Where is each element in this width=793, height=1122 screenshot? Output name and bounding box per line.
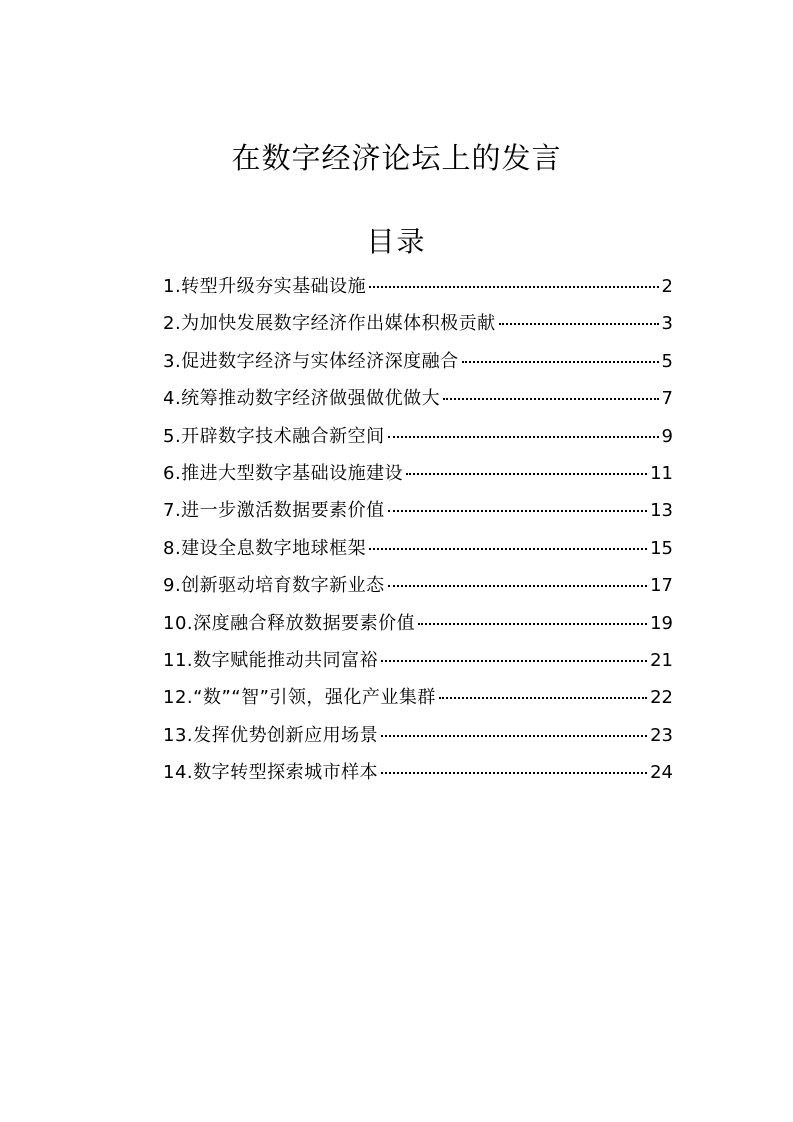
toc-dot-leader [418, 622, 647, 625]
toc-heading: 目录 [366, 225, 427, 258]
toc-entry-page: 19 [650, 612, 673, 634]
toc-entry-5[interactable] [163, 418, 673, 455]
toc-entry-7[interactable] [163, 492, 673, 529]
toc-entry-8[interactable] [163, 530, 673, 567]
toc-entry-page: 13 [650, 500, 673, 522]
toc-entry-label: 10.深度融合释放数据要素价值 [163, 612, 416, 634]
toc-entry-page: 11 [650, 462, 673, 484]
toc-entry-page: 5 [661, 350, 673, 372]
toc-entry-label: 14.数字转型探索城市样本 [163, 762, 379, 784]
toc-entry-label: 4.统筹推动数字经济做强做优做大 [163, 388, 441, 410]
toc-entry-label: 3.促进数字经济与实体经济深度融合 [163, 350, 459, 372]
toc-entry-page: 23 [650, 724, 673, 746]
toc-dot-leader [381, 771, 647, 774]
toc-entry-2[interactable] [163, 305, 673, 342]
toc-entry-6[interactable] [163, 455, 673, 492]
toc-entry-12[interactable] [163, 679, 673, 716]
toc-entry-label: 11.数字赋能推动共同富裕 [163, 649, 379, 671]
toc-dot-leader [388, 435, 659, 438]
toc-dot-leader [439, 696, 647, 699]
document-title: 在数字经济论坛上的发言 [231, 141, 562, 175]
toc-entry-page: 9 [661, 425, 673, 447]
toc-dot-leader [499, 322, 659, 325]
toc-dot-leader [388, 584, 647, 587]
toc-dot-leader [462, 360, 659, 363]
toc-dot-leader [388, 509, 647, 512]
toc-entry-label: 7.进一步激活数据要素价值 [163, 500, 385, 522]
toc-entry-label: 12.“数”“智”引领，强化产业集群 [163, 687, 436, 709]
toc-entry-page: 3 [661, 313, 673, 335]
toc-entry-label: 6.推进大型数字基础设施建设 [163, 462, 404, 484]
toc-dot-leader [381, 659, 647, 662]
toc-entry-1[interactable] [163, 268, 673, 305]
toc-dot-leader [443, 397, 658, 400]
toc-entry-label: 8.建设全息数字地球框架 [163, 537, 367, 559]
toc-entry-11[interactable] [163, 642, 673, 679]
toc-entry-page: 17 [650, 575, 673, 597]
toc-entry-3[interactable] [163, 343, 673, 380]
toc-dot-leader [381, 734, 647, 737]
toc-entry-page: 2 [661, 276, 673, 297]
toc-entry-page: 21 [650, 649, 673, 671]
toc-entry-page: 22 [650, 687, 673, 709]
toc-entry-9[interactable] [163, 567, 673, 604]
toc-entry-page: 15 [650, 537, 673, 559]
toc-dot-leader [369, 285, 658, 288]
toc-entry-page: 7 [661, 388, 673, 410]
toc-dot-leader [406, 472, 647, 475]
toc-entry-4[interactable] [163, 380, 673, 417]
toc-entry-label: 9.创新驱动培育数字新业态 [163, 575, 385, 597]
toc-entry-label: 1.转型升级夯实基础设施 [163, 276, 367, 297]
toc-entry-page: 24 [650, 762, 673, 784]
table-of-contents [163, 268, 673, 791]
toc-entry-label: 2.为加快发展数字经济作出媒体积极贡献 [163, 313, 496, 335]
toc-entry-label: 5.开辟数字技术融合新空间 [163, 425, 385, 447]
toc-entry-label: 13.发挥优势创新应用场景 [163, 724, 379, 746]
toc-entry-13[interactable] [163, 717, 673, 754]
toc-entry-14[interactable] [163, 754, 673, 791]
toc-dot-leader [369, 547, 647, 550]
toc-entry-10[interactable] [163, 605, 673, 642]
